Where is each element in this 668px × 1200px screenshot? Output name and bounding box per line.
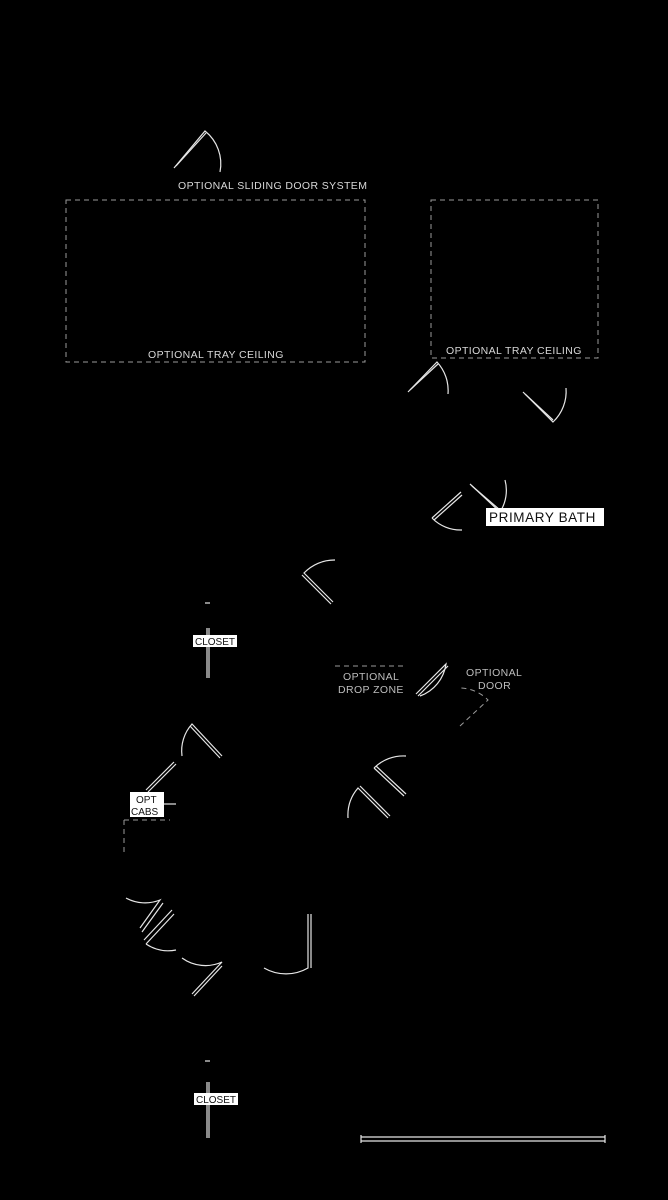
- tray-ceiling-right-outline: [431, 200, 598, 358]
- closet-lower-label: CLOSET: [196, 1095, 237, 1106]
- opt-door-label-1: OPTIONAL: [466, 667, 523, 679]
- door-swing-lower-2: [146, 762, 176, 792]
- door-swing-bath-1: [408, 362, 448, 394]
- closet-upper-label: CLOSET: [195, 637, 236, 648]
- sliding-door-label: OPTIONAL SLIDING DOOR SYSTEM: [178, 180, 368, 192]
- tray-ceiling-right-label: OPTIONAL TRAY CEILING: [446, 345, 582, 357]
- door-swing-bath-3: [470, 480, 506, 512]
- door-swing-bottom-1: [126, 898, 163, 932]
- drop-zone-label-1: OPTIONAL: [343, 671, 400, 683]
- counter-line: [361, 1135, 605, 1143]
- door-swing-mid-1: [374, 756, 406, 796]
- tray-ceiling-left-label: OPTIONAL TRAY CEILING: [148, 349, 284, 361]
- door-swing-mid-2: [348, 786, 390, 818]
- door-swing-lower-1: [182, 724, 222, 758]
- primary-bath-label: PRIMARY BATH: [489, 510, 596, 525]
- opt-cabs-label-1: OPT: [136, 795, 157, 806]
- door-swing-bath-4: [432, 492, 462, 530]
- door-swing-top: [174, 131, 221, 172]
- door-swing-hall: [302, 560, 335, 604]
- opt-door-label-2: DOOR: [478, 680, 512, 692]
- drop-zone-label-2: DROP ZONE: [338, 684, 404, 696]
- door-swing-bottom-3: [182, 958, 222, 996]
- opt-door-swing: [460, 688, 488, 726]
- door-swing-drop-zone: [416, 664, 448, 696]
- tray-ceiling-left-outline: [66, 200, 365, 362]
- door-swing-bath-2: [523, 388, 566, 422]
- door-swing-bottom-4: [264, 914, 311, 974]
- opt-cabs-label-2: CABS: [131, 807, 159, 818]
